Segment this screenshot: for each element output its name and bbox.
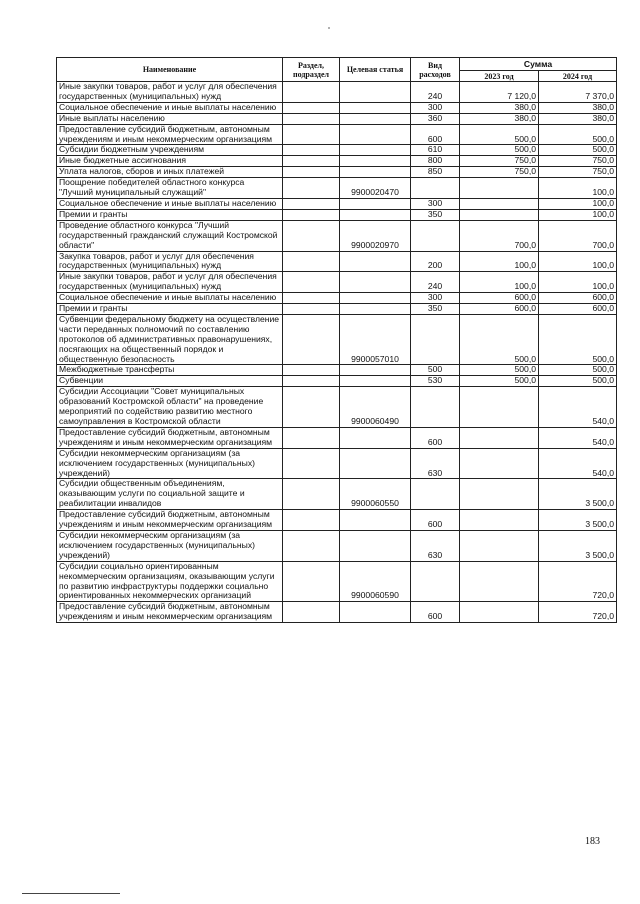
header-sum: Сумма	[460, 58, 617, 71]
cell-target	[340, 198, 411, 209]
cell-section	[283, 561, 340, 602]
cell-section	[283, 530, 340, 561]
cell-target	[340, 251, 411, 272]
cell-section	[283, 209, 340, 220]
cell-sum-2024: 540,0	[539, 427, 617, 448]
cell-kind: 600	[411, 602, 460, 623]
cell-target	[340, 510, 411, 531]
cell-kind	[411, 561, 460, 602]
cell-sum-2023	[460, 448, 539, 479]
cell-sum-2023	[460, 561, 539, 602]
table-row	[57, 113, 617, 124]
cell-kind: 530	[411, 376, 460, 387]
cell-name: Субвенции федеральному бюджету на осуществление части переданных полномочий по составлению протоколов об административных правонарушениях, посягающих на общественный порядок и общественную безопасность	[57, 314, 283, 365]
cell-sum-2023: 750,0	[460, 167, 539, 178]
cell-sum-2024: 500,0	[539, 124, 617, 145]
table-row	[57, 376, 617, 387]
cell-kind: 300	[411, 293, 460, 304]
table-row	[57, 561, 617, 602]
cell-kind: 610	[411, 145, 460, 156]
cell-kind: 200	[411, 251, 460, 272]
cell-kind	[411, 220, 460, 251]
table-row	[57, 82, 617, 103]
cell-name: Социальное обеспечение и иные выплаты населению	[57, 293, 283, 304]
cell-sum-2023: 500,0	[460, 124, 539, 145]
table-row	[57, 448, 617, 479]
page-number: 183	[585, 836, 600, 847]
cell-target	[340, 530, 411, 561]
header-section: Раздел, подраздел	[283, 58, 340, 82]
table-row	[57, 220, 617, 251]
cell-target: 9900057010	[340, 314, 411, 365]
cell-name: Субсидии некоммерческим организациям (за исключением государственных (муниципальных) учреждений)	[57, 530, 283, 561]
cell-sum-2024: 500,0	[539, 376, 617, 387]
cell-sum-2024: 540,0	[539, 387, 617, 428]
cell-sum-2023	[460, 209, 539, 220]
cell-sum-2023: 500,0	[460, 365, 539, 376]
cell-section	[283, 156, 340, 167]
cell-sum-2024: 3 500,0	[539, 479, 617, 510]
table-body	[57, 82, 617, 623]
cell-sum-2024: 100,0	[539, 198, 617, 209]
scan-mark	[328, 27, 330, 29]
cell-sum-2023	[460, 387, 539, 428]
cell-kind: 350	[411, 209, 460, 220]
cell-sum-2024: 500,0	[539, 365, 617, 376]
cell-section	[283, 167, 340, 178]
cell-target: 9900060490	[340, 387, 411, 428]
cell-target	[340, 113, 411, 124]
cell-section	[283, 220, 340, 251]
cell-sum-2024: 700,0	[539, 220, 617, 251]
cell-sum-2024: 7 370,0	[539, 82, 617, 103]
cell-sum-2023: 700,0	[460, 220, 539, 251]
table-row	[57, 293, 617, 304]
cell-target	[340, 124, 411, 145]
table-row	[57, 102, 617, 113]
cell-target: 9900060550	[340, 479, 411, 510]
cell-name: Иные закупки товаров, работ и услуг для обеспечения государственных (муниципальных) нужд	[57, 82, 283, 103]
cell-sum-2024: 600,0	[539, 304, 617, 315]
cell-sum-2024: 380,0	[539, 113, 617, 124]
cell-name: Предоставление субсидий бюджетным, автономным учреждениям и иным некоммерческим организациям	[57, 124, 283, 145]
cell-section	[283, 510, 340, 531]
cell-section	[283, 387, 340, 428]
cell-name: Премии и гранты	[57, 209, 283, 220]
cell-name: Социальное обеспечение и иные выплаты населению	[57, 102, 283, 113]
cell-section	[283, 479, 340, 510]
cell-target	[340, 156, 411, 167]
cell-name: Субсидии бюджетным учреждениям	[57, 145, 283, 156]
cell-sum-2023: 600,0	[460, 293, 539, 304]
cell-kind: 360	[411, 113, 460, 124]
cell-sum-2023	[460, 479, 539, 510]
cell-target	[340, 293, 411, 304]
cell-target	[340, 209, 411, 220]
cell-kind: 630	[411, 448, 460, 479]
cell-kind: 630	[411, 530, 460, 561]
cell-section	[283, 272, 340, 293]
cell-name: Социальное обеспечение и иные выплаты населению	[57, 198, 283, 209]
table-row	[57, 272, 617, 293]
table-row	[57, 510, 617, 531]
cell-sum-2023: 750,0	[460, 156, 539, 167]
cell-kind: 800	[411, 156, 460, 167]
cell-target	[340, 602, 411, 623]
cell-section	[283, 113, 340, 124]
cell-target	[340, 82, 411, 103]
cell-name: Предоставление субсидий бюджетным, автономным учреждениям и иным некоммерческим организациям	[57, 427, 283, 448]
cell-section	[283, 251, 340, 272]
cell-sum-2024: 750,0	[539, 167, 617, 178]
cell-sum-2023: 100,0	[460, 272, 539, 293]
header-year-2024: 2024 год	[539, 71, 617, 82]
cell-name: Предоставление субсидий бюджетным, автономным учреждениям и иным некоммерческим организациям	[57, 510, 283, 531]
table-row	[57, 427, 617, 448]
cell-sum-2023: 380,0	[460, 102, 539, 113]
table-row	[57, 314, 617, 365]
cell-target: 9900060590	[340, 561, 411, 602]
cell-sum-2023	[460, 602, 539, 623]
cell-section	[283, 427, 340, 448]
cell-kind: 350	[411, 304, 460, 315]
cell-name: Иные закупки товаров, работ и услуг для обеспечения государственных (муниципальных) нужд	[57, 272, 283, 293]
cell-sum-2024: 100,0	[539, 178, 617, 199]
cell-kind	[411, 178, 460, 199]
table-row	[57, 602, 617, 623]
cell-kind: 300	[411, 102, 460, 113]
table-row	[57, 530, 617, 561]
cell-sum-2024: 600,0	[539, 293, 617, 304]
cell-section	[283, 124, 340, 145]
cell-name: Предоставление субсидий бюджетным, автономным учреждениям и иным некоммерческим организациям	[57, 602, 283, 623]
cell-target	[340, 167, 411, 178]
cell-kind: 240	[411, 82, 460, 103]
cell-section	[283, 602, 340, 623]
header-name: Наименование	[57, 58, 283, 82]
cell-name: Проведение областного конкурса "Лучший государственный гражданский служащий Костромской области"	[57, 220, 283, 251]
cell-section	[283, 448, 340, 479]
cell-section	[283, 178, 340, 199]
cell-sum-2023: 380,0	[460, 113, 539, 124]
cell-kind: 600	[411, 427, 460, 448]
cell-section	[283, 145, 340, 156]
cell-sum-2023	[460, 198, 539, 209]
budget-table	[56, 57, 617, 623]
table-row	[57, 387, 617, 428]
table-row	[57, 178, 617, 199]
cell-name: Субвенции	[57, 376, 283, 387]
cell-target	[340, 427, 411, 448]
table-row	[57, 145, 617, 156]
table-row	[57, 304, 617, 315]
cell-target	[340, 304, 411, 315]
cell-sum-2023: 100,0	[460, 251, 539, 272]
cell-name: Премии и гранты	[57, 304, 283, 315]
cell-target: 9900020470	[340, 178, 411, 199]
cell-name: Субсидии социально ориентированным некоммерческим организациям, оказывающим услуги по развитию инфраструктуры поддержки социально ориентированных некоммерческих организаций	[57, 561, 283, 602]
cell-name: Межбюджетные трансферты	[57, 365, 283, 376]
table-row	[57, 124, 617, 145]
cell-name: Поощрение победителей областного конкурса "Лучший муниципальный служащий"	[57, 178, 283, 199]
cell-name: Иные выплаты населению	[57, 113, 283, 124]
header-year-2023: 2023 год	[460, 71, 539, 82]
cell-sum-2023	[460, 427, 539, 448]
header-kind: Вид расходов	[411, 58, 460, 82]
cell-section	[283, 293, 340, 304]
cell-target	[340, 145, 411, 156]
cell-sum-2024: 720,0	[539, 602, 617, 623]
cell-sum-2024: 3 500,0	[539, 510, 617, 531]
cell-sum-2023: 7 120,0	[460, 82, 539, 103]
footnote-divider	[22, 893, 120, 894]
cell-sum-2024: 100,0	[539, 251, 617, 272]
table-row	[57, 209, 617, 220]
cell-sum-2023: 500,0	[460, 376, 539, 387]
cell-target	[340, 448, 411, 479]
cell-kind: 300	[411, 198, 460, 209]
cell-target	[340, 365, 411, 376]
table-row	[57, 167, 617, 178]
header-target: Целевая статья	[340, 58, 411, 82]
cell-sum-2023: 500,0	[460, 314, 539, 365]
table-row	[57, 365, 617, 376]
cell-sum-2024: 720,0	[539, 561, 617, 602]
cell-sum-2024: 540,0	[539, 448, 617, 479]
table-row	[57, 251, 617, 272]
table-row	[57, 479, 617, 510]
cell-kind: 600	[411, 510, 460, 531]
cell-section	[283, 198, 340, 209]
cell-sum-2023: 500,0	[460, 145, 539, 156]
table-header	[57, 58, 617, 82]
cell-sum-2023	[460, 510, 539, 531]
cell-target	[340, 376, 411, 387]
cell-section	[283, 102, 340, 113]
cell-name: Субсидии Ассоциации "Совет муниципальных образований Костромской области" на проведение мероприятий по содействию развитию местного самоуправления в Костромской области	[57, 387, 283, 428]
cell-sum-2023: 600,0	[460, 304, 539, 315]
cell-sum-2024: 500,0	[539, 314, 617, 365]
cell-section	[283, 314, 340, 365]
cell-kind	[411, 479, 460, 510]
cell-name: Уплата налогов, сборов и иных платежей	[57, 167, 283, 178]
cell-sum-2024: 3 500,0	[539, 530, 617, 561]
cell-target	[340, 102, 411, 113]
cell-section	[283, 365, 340, 376]
cell-sum-2023	[460, 530, 539, 561]
cell-kind	[411, 314, 460, 365]
cell-name: Иные бюджетные ассигнования	[57, 156, 283, 167]
cell-sum-2024: 750,0	[539, 156, 617, 167]
cell-sum-2023	[460, 178, 539, 199]
cell-kind: 240	[411, 272, 460, 293]
table-row	[57, 198, 617, 209]
cell-kind: 850	[411, 167, 460, 178]
cell-name: Субсидии некоммерческим организациям (за исключением государственных (муниципальных) учреждений)	[57, 448, 283, 479]
cell-section	[283, 82, 340, 103]
table-row	[57, 156, 617, 167]
cell-name: Закупка товаров, работ и услуг для обеспечения государственных (муниципальных) нужд	[57, 251, 283, 272]
cell-target: 9900020970	[340, 220, 411, 251]
cell-name: Субсидии общественным объединениям, оказывающим услуги по социальной защите и реабилитации инвалидов	[57, 479, 283, 510]
cell-sum-2024: 100,0	[539, 209, 617, 220]
cell-kind: 600	[411, 124, 460, 145]
cell-sum-2024: 100,0	[539, 272, 617, 293]
cell-sum-2024: 380,0	[539, 102, 617, 113]
cell-kind	[411, 387, 460, 428]
cell-kind: 500	[411, 365, 460, 376]
budget-sheet	[56, 57, 616, 623]
cell-sum-2024: 500,0	[539, 145, 617, 156]
cell-section	[283, 304, 340, 315]
cell-target	[340, 272, 411, 293]
cell-section	[283, 376, 340, 387]
